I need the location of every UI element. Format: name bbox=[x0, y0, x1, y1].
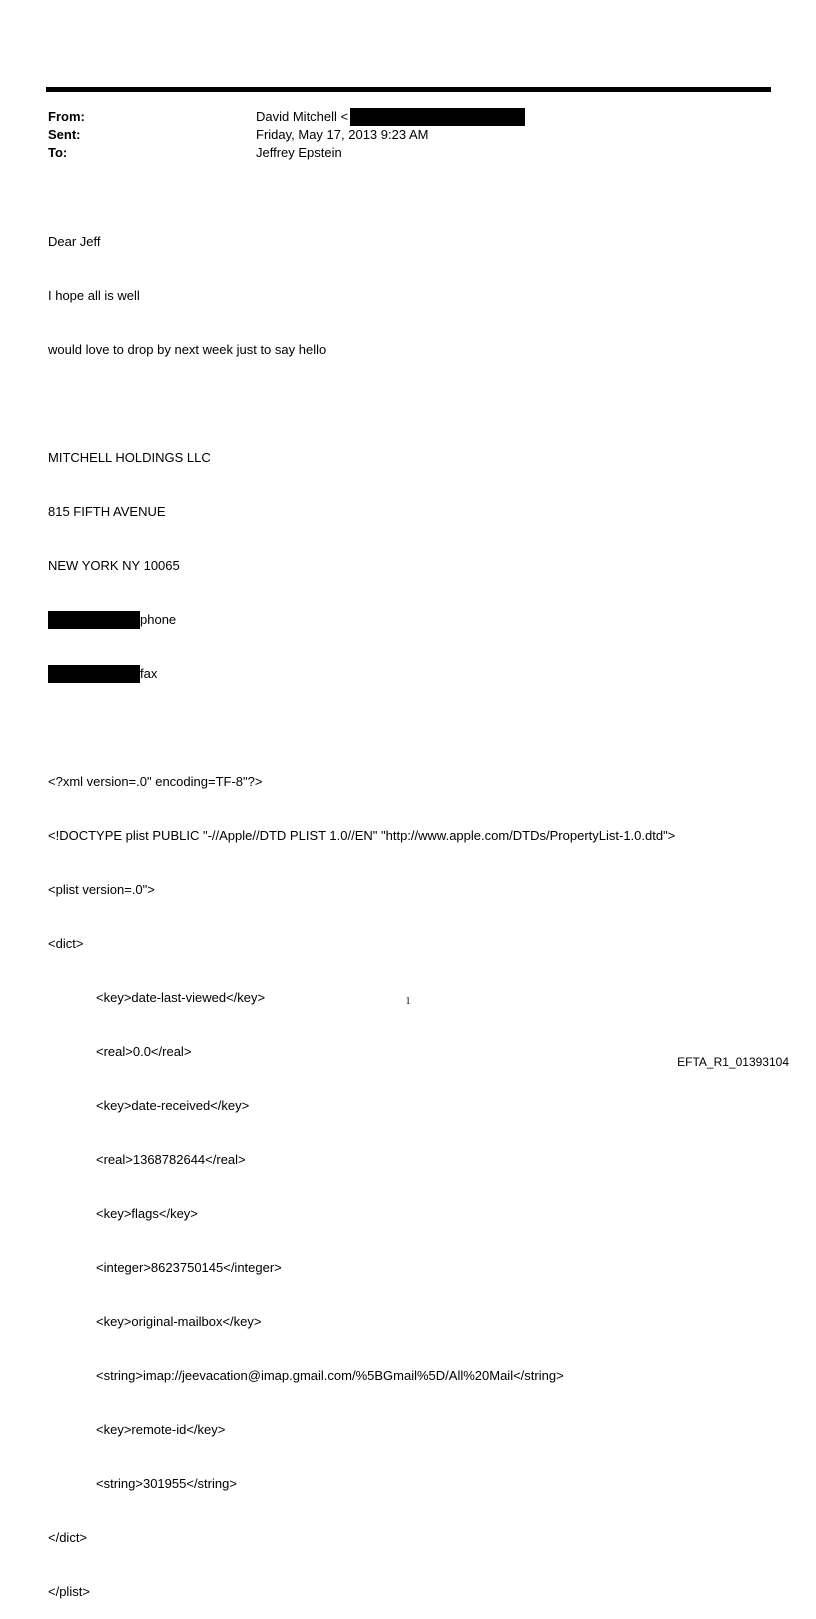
from-label: From: bbox=[48, 109, 85, 124]
dict-open-tag: <dict> bbox=[48, 936, 84, 951]
plist-entry: <string>301955</string> bbox=[96, 1476, 237, 1491]
plist-entry: <real>1368782644</real> bbox=[96, 1152, 246, 1167]
to-value: Jeffrey Epstein bbox=[256, 145, 342, 160]
signature-company: MITCHELL HOLDINGS LLC bbox=[48, 450, 211, 465]
message-line: would love to drop by next week just to say hello bbox=[48, 342, 327, 357]
plist-entry: <integer>8623750145</integer> bbox=[96, 1260, 282, 1275]
sent-label: Sent: bbox=[48, 127, 81, 142]
redacted-fax-box bbox=[48, 665, 140, 683]
page-number: 1 bbox=[405, 996, 411, 1007]
bates-number: EFTA_R1_01393104 bbox=[677, 1055, 789, 1069]
to-label: To: bbox=[48, 145, 68, 160]
message-line: I hope all is well bbox=[48, 288, 140, 303]
email-body bbox=[48, 197, 675, 1619]
plist-entry: <real>0.0</real> bbox=[96, 1044, 192, 1059]
plist-doctype: <!DOCTYPE plist PUBLIC "-//Apple//DTD PLIST 1.0//EN" "http://www.apple.com/DTDs/PropertyList-1.0.dtd"> bbox=[48, 828, 676, 843]
to-row bbox=[48, 144, 525, 162]
signature-fax-line bbox=[48, 665, 675, 683]
plist-entry: <key>flags</key> bbox=[96, 1206, 198, 1221]
signature-city: NEW YORK NY 10065 bbox=[48, 558, 180, 573]
plist-xml-declaration: <?xml version=.0" encoding=TF-8"?> bbox=[48, 774, 263, 789]
plist-entry: <string>imap://jeevacation@imap.gmail.com/%5BGmail%5D/All%20Mail</string> bbox=[96, 1368, 564, 1383]
plist-close-tag: </plist> bbox=[48, 1584, 90, 1599]
phone-label: phone bbox=[140, 612, 177, 627]
from-value bbox=[256, 108, 525, 126]
email-header bbox=[48, 108, 525, 162]
plist-open-tag: <plist version=.0"> bbox=[48, 882, 155, 897]
header-divider bbox=[46, 87, 771, 92]
sent-value: Friday, May 17, 2013 9:23 AM bbox=[256, 127, 429, 142]
redacted-email-box bbox=[350, 108, 525, 126]
from-row bbox=[48, 108, 525, 126]
plist-entry: <key>original-mailbox</key> bbox=[96, 1314, 262, 1329]
plist-entry: <key>date-received</key> bbox=[96, 1098, 250, 1113]
redacted-phone-box bbox=[48, 611, 140, 629]
dict-close-tag: </dict> bbox=[48, 1530, 88, 1545]
signature-street: 815 FIFTH AVENUE bbox=[48, 504, 166, 519]
plist-entry: <key>date-last-viewed</key> bbox=[96, 990, 266, 1005]
sent-row bbox=[48, 126, 525, 144]
greeting: Dear Jeff bbox=[48, 234, 101, 249]
sender-name: David Mitchell < bbox=[256, 109, 349, 124]
signature-phone-line bbox=[48, 611, 675, 629]
fax-label: fax bbox=[140, 666, 158, 681]
plist-entry: <key>remote-id</key> bbox=[96, 1422, 226, 1437]
